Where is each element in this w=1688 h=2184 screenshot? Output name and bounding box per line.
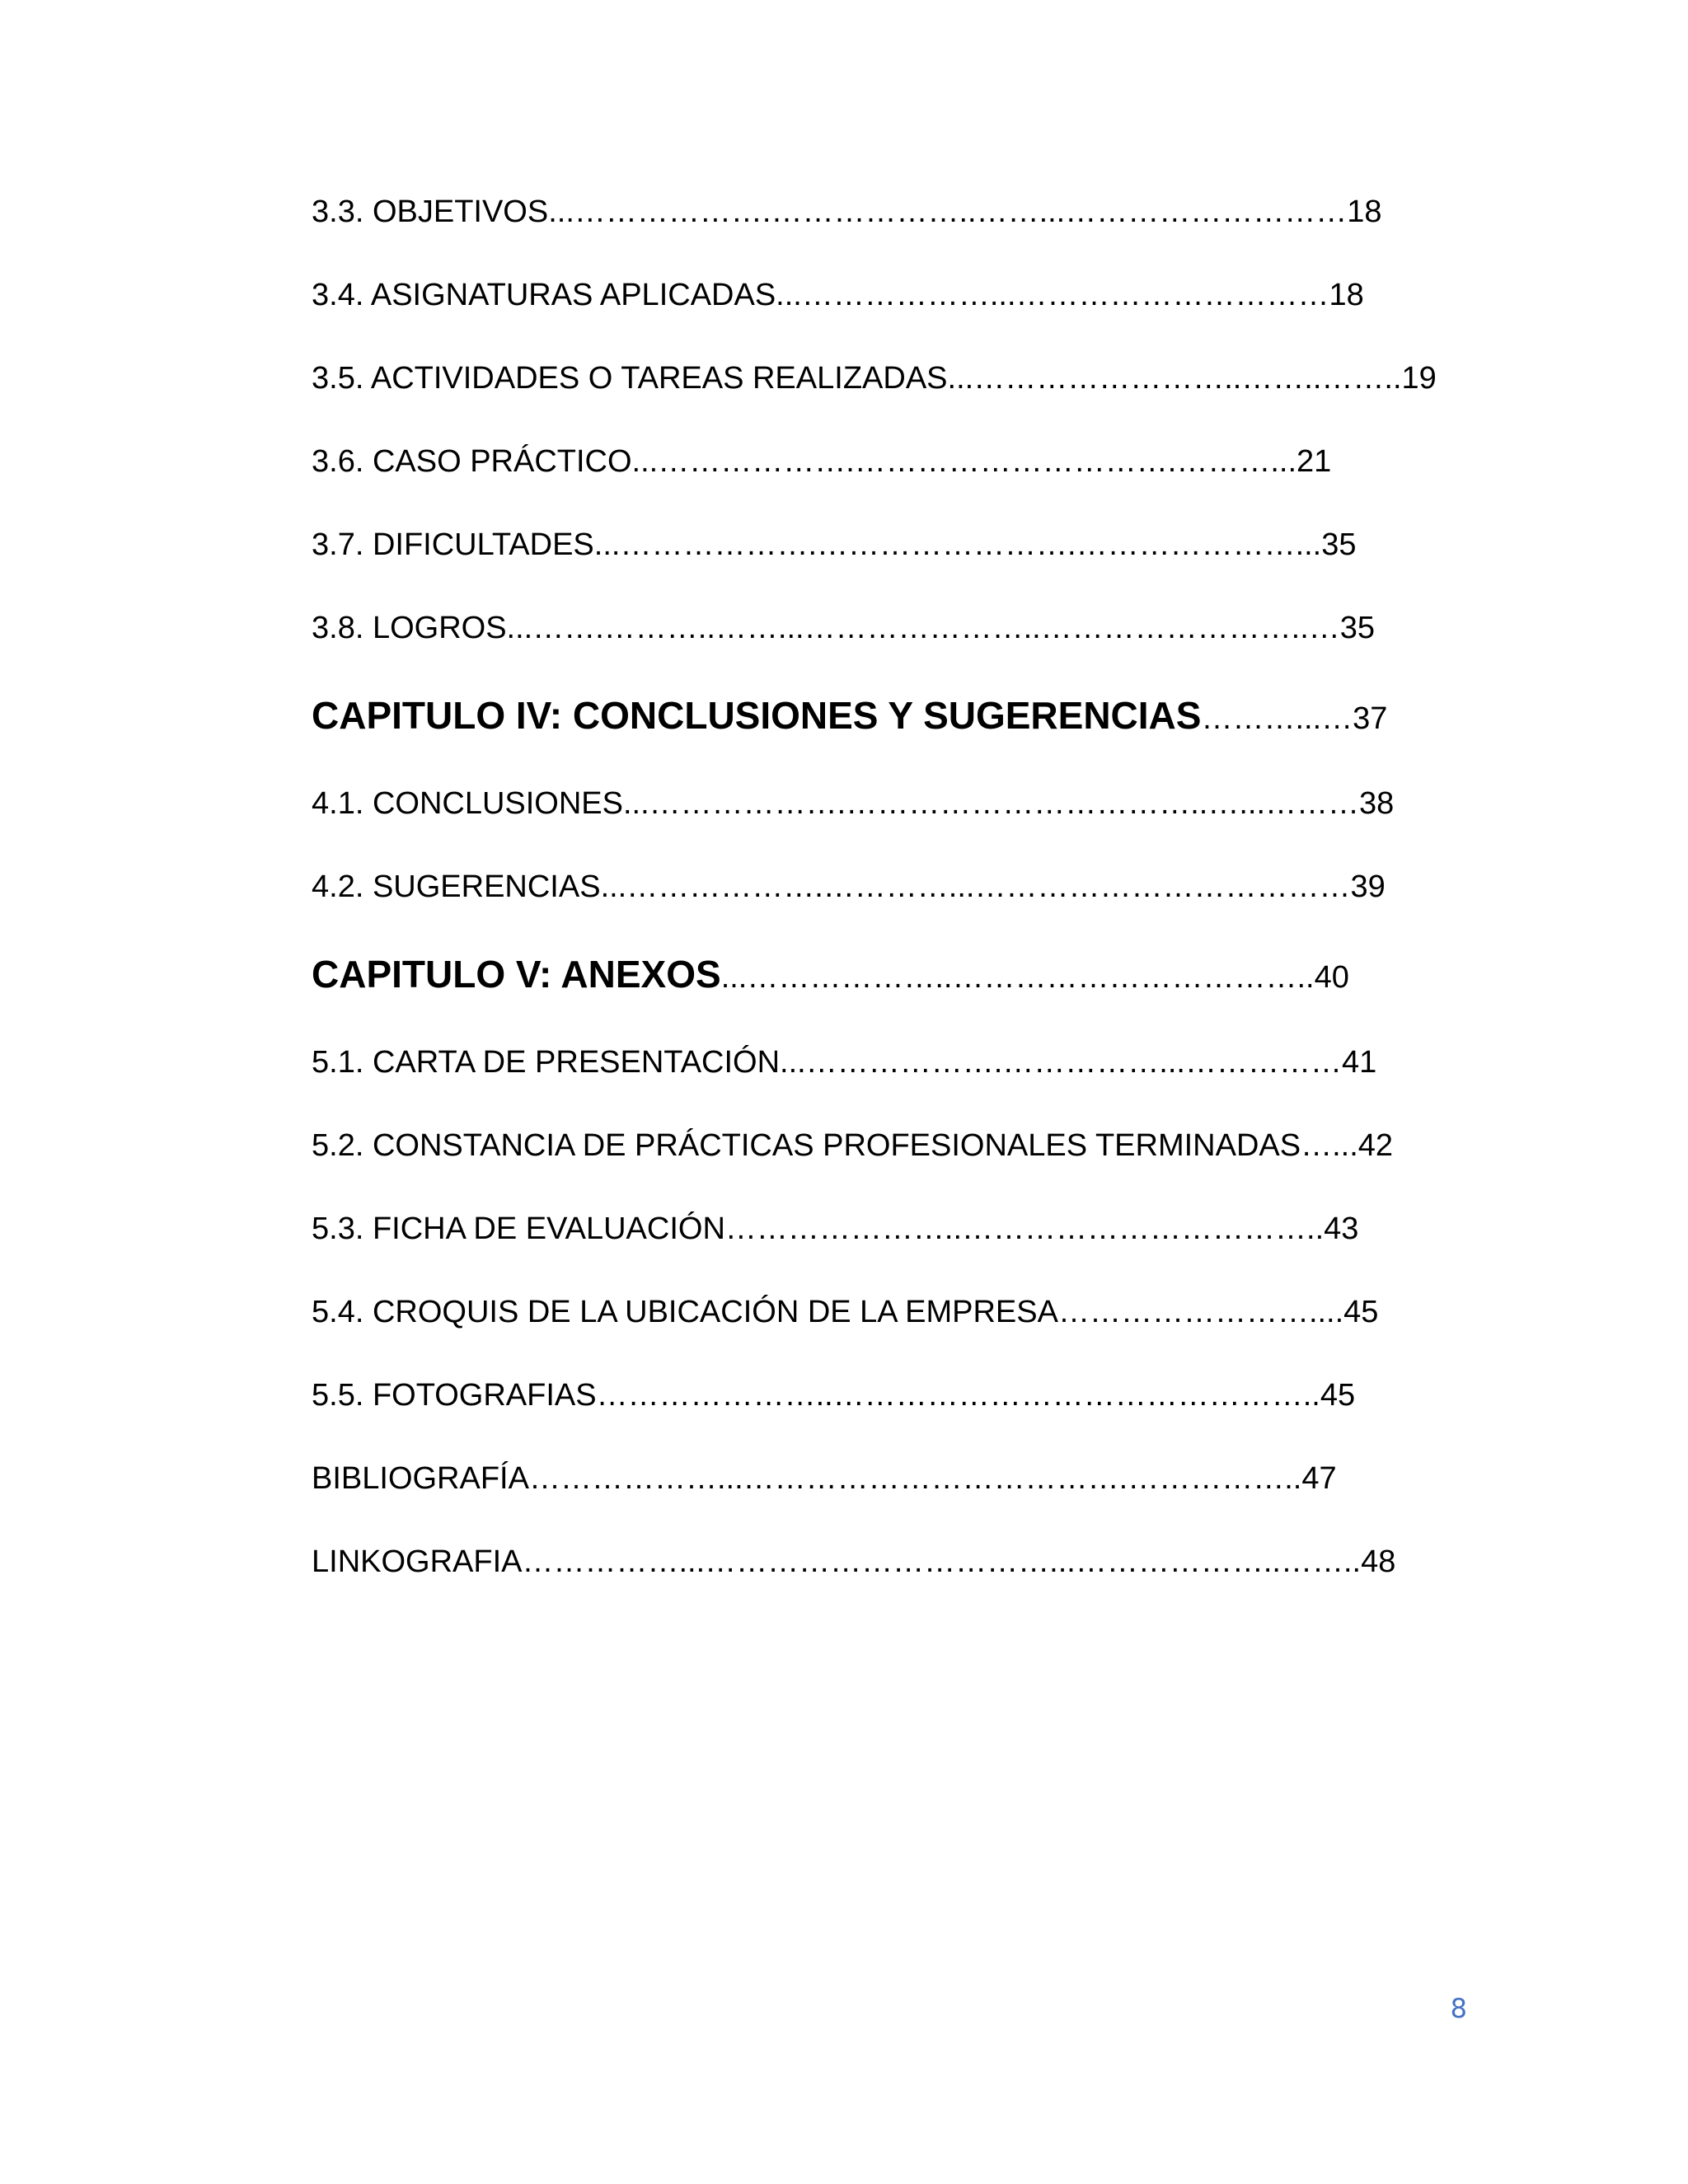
toc-chapter-title: CAPITULO IV: CONCLUSIONES Y SUGERENCIAS [312, 694, 1202, 737]
toc-entry-page: 45 [1320, 1378, 1356, 1413]
toc-entry-page: 40 [1314, 960, 1349, 995]
toc-entry-3-8 [312, 607, 1375, 649]
toc-entry-page: 48 [1361, 1544, 1396, 1579]
toc-entry-3-3 [312, 191, 1382, 232]
toc-entry-leader: ...……………….……………………………..…...……… [623, 786, 1360, 821]
toc-entry-title: 4.1. CONCLUSIONES [312, 786, 623, 821]
toc-entry-title: 5.4. CROQUIS DE LA UBICACIÓN DE LA EMPRESA [312, 1295, 1058, 1329]
toc-chapter-v [312, 949, 1349, 999]
toc-entry-page: 41 [1341, 1045, 1377, 1080]
toc-entry-5-5 [312, 1375, 1355, 1416]
toc-entry-title: 5.3. FICHA DE EVALUACIÓN [312, 1212, 725, 1246]
toc-entry-title: 3.6. CASO PRÁCTICO [312, 444, 632, 479]
toc-entry-leader: ...………………...………………………… [776, 278, 1329, 312]
toc-entry-title: 3.8. LOGROS [312, 611, 507, 645]
toc-entry-page: 43 [1324, 1212, 1359, 1246]
toc-entry-page: 42 [1357, 1128, 1394, 1163]
toc-entry-5-4 [312, 1291, 1378, 1333]
toc-entry-page: 38 [1359, 786, 1395, 821]
toc-entry-3-6 [312, 441, 1331, 482]
toc-entry-page: 18 [1329, 278, 1364, 312]
toc-entry-4-2 [312, 866, 1386, 907]
toc-entry-title: 5.5. FOTOGRAFIAS [312, 1378, 597, 1413]
toc-entry-bibliografia [312, 1458, 1337, 1499]
toc-entry-3-4 [312, 274, 1364, 316]
toc-entry-3-7 [312, 524, 1357, 565]
toc-entry-title: BIBLIOGRAFÍA [312, 1461, 529, 1496]
toc-entry-page: 39 [1350, 869, 1386, 904]
toc-entry-5-1 [312, 1042, 1376, 1083]
toc-entry-5-2 [312, 1125, 1393, 1166]
page-number: 8 [1450, 1993, 1467, 2024]
toc-entry-title: 5.1. CARTA DE PRESENTACIÓN [312, 1045, 781, 1080]
toc-entry-page: 18 [1347, 194, 1382, 229]
toc-entry-page: 35 [1339, 611, 1376, 645]
toc-entry-leader: …………………..……………………………………….. [596, 1378, 1320, 1413]
toc-entry-leader: ...……………….…………...……………………………… [600, 869, 1351, 904]
toc-entry-leader: ...……………….………………………….………... [631, 444, 1297, 479]
toc-entry-leader: ………...… [1201, 701, 1353, 736]
toc-entry-leader: ...……………………..……..…….. [947, 361, 1402, 396]
toc-entry-page: 37 [1353, 701, 1388, 736]
toc-entry-title: 3.3. OBJETIVOS [312, 194, 549, 229]
toc-entry-page: 35 [1321, 527, 1357, 562]
toc-entry-3-5 [312, 358, 1437, 399]
toc-entry-leader: …... [1301, 1128, 1358, 1163]
toc-chapter-title: CAPITULO V: ANEXOS [312, 953, 721, 996]
toc-entry-leader: ...……………….………………..……...……………………… [548, 194, 1348, 229]
toc-entry-5-3 [312, 1208, 1358, 1249]
toc-entry-leader: ……………...……………………………...………………..…….. [522, 1544, 1362, 1579]
toc-entry-4-1 [312, 783, 1394, 824]
toc-entry-title: LINKOGRAFIA [312, 1544, 523, 1579]
toc-entry-title: 3.5. ACTIVIDADES O TAREAS REALIZADAS [312, 361, 948, 396]
toc-entry-page: 21 [1296, 444, 1332, 479]
toc-entry-title: 3.7. DIFICULTADES [312, 527, 594, 562]
toc-entry-leader: ...………………..…………………………….. [720, 960, 1315, 995]
toc-entry-leader: ...……………….…………………….…………………... [593, 527, 1322, 562]
toc-entry-leader: ………………...……………………………….…………….. [528, 1461, 1302, 1496]
toc-entry-title: 5.2. CONSTANCIA DE PRÁCTICAS PROFESIONALES TERMINADAS [312, 1128, 1301, 1163]
toc-entry-linkografia [312, 1541, 1395, 1582]
toc-entry-title: 3.4. ASIGNATURAS APLICADAS [312, 278, 776, 312]
toc-entry-page: 19 [1401, 361, 1437, 396]
toc-entry-title: 4.2. SUGERENCIAS [312, 869, 601, 904]
toc-entry-leader: ...……………….……………...…………… [780, 1045, 1342, 1080]
toc-entry-page: 47 [1301, 1461, 1337, 1496]
toc-chapter-iv [312, 691, 1387, 740]
toc-entry-leader: …………………….... [1057, 1295, 1344, 1329]
toc-entry-leader: ...…….………..……...…………………..……………………..… [506, 611, 1340, 645]
toc-entry-leader: …………………..…………………………….. [724, 1212, 1325, 1246]
toc-entry-page: 45 [1343, 1295, 1379, 1329]
